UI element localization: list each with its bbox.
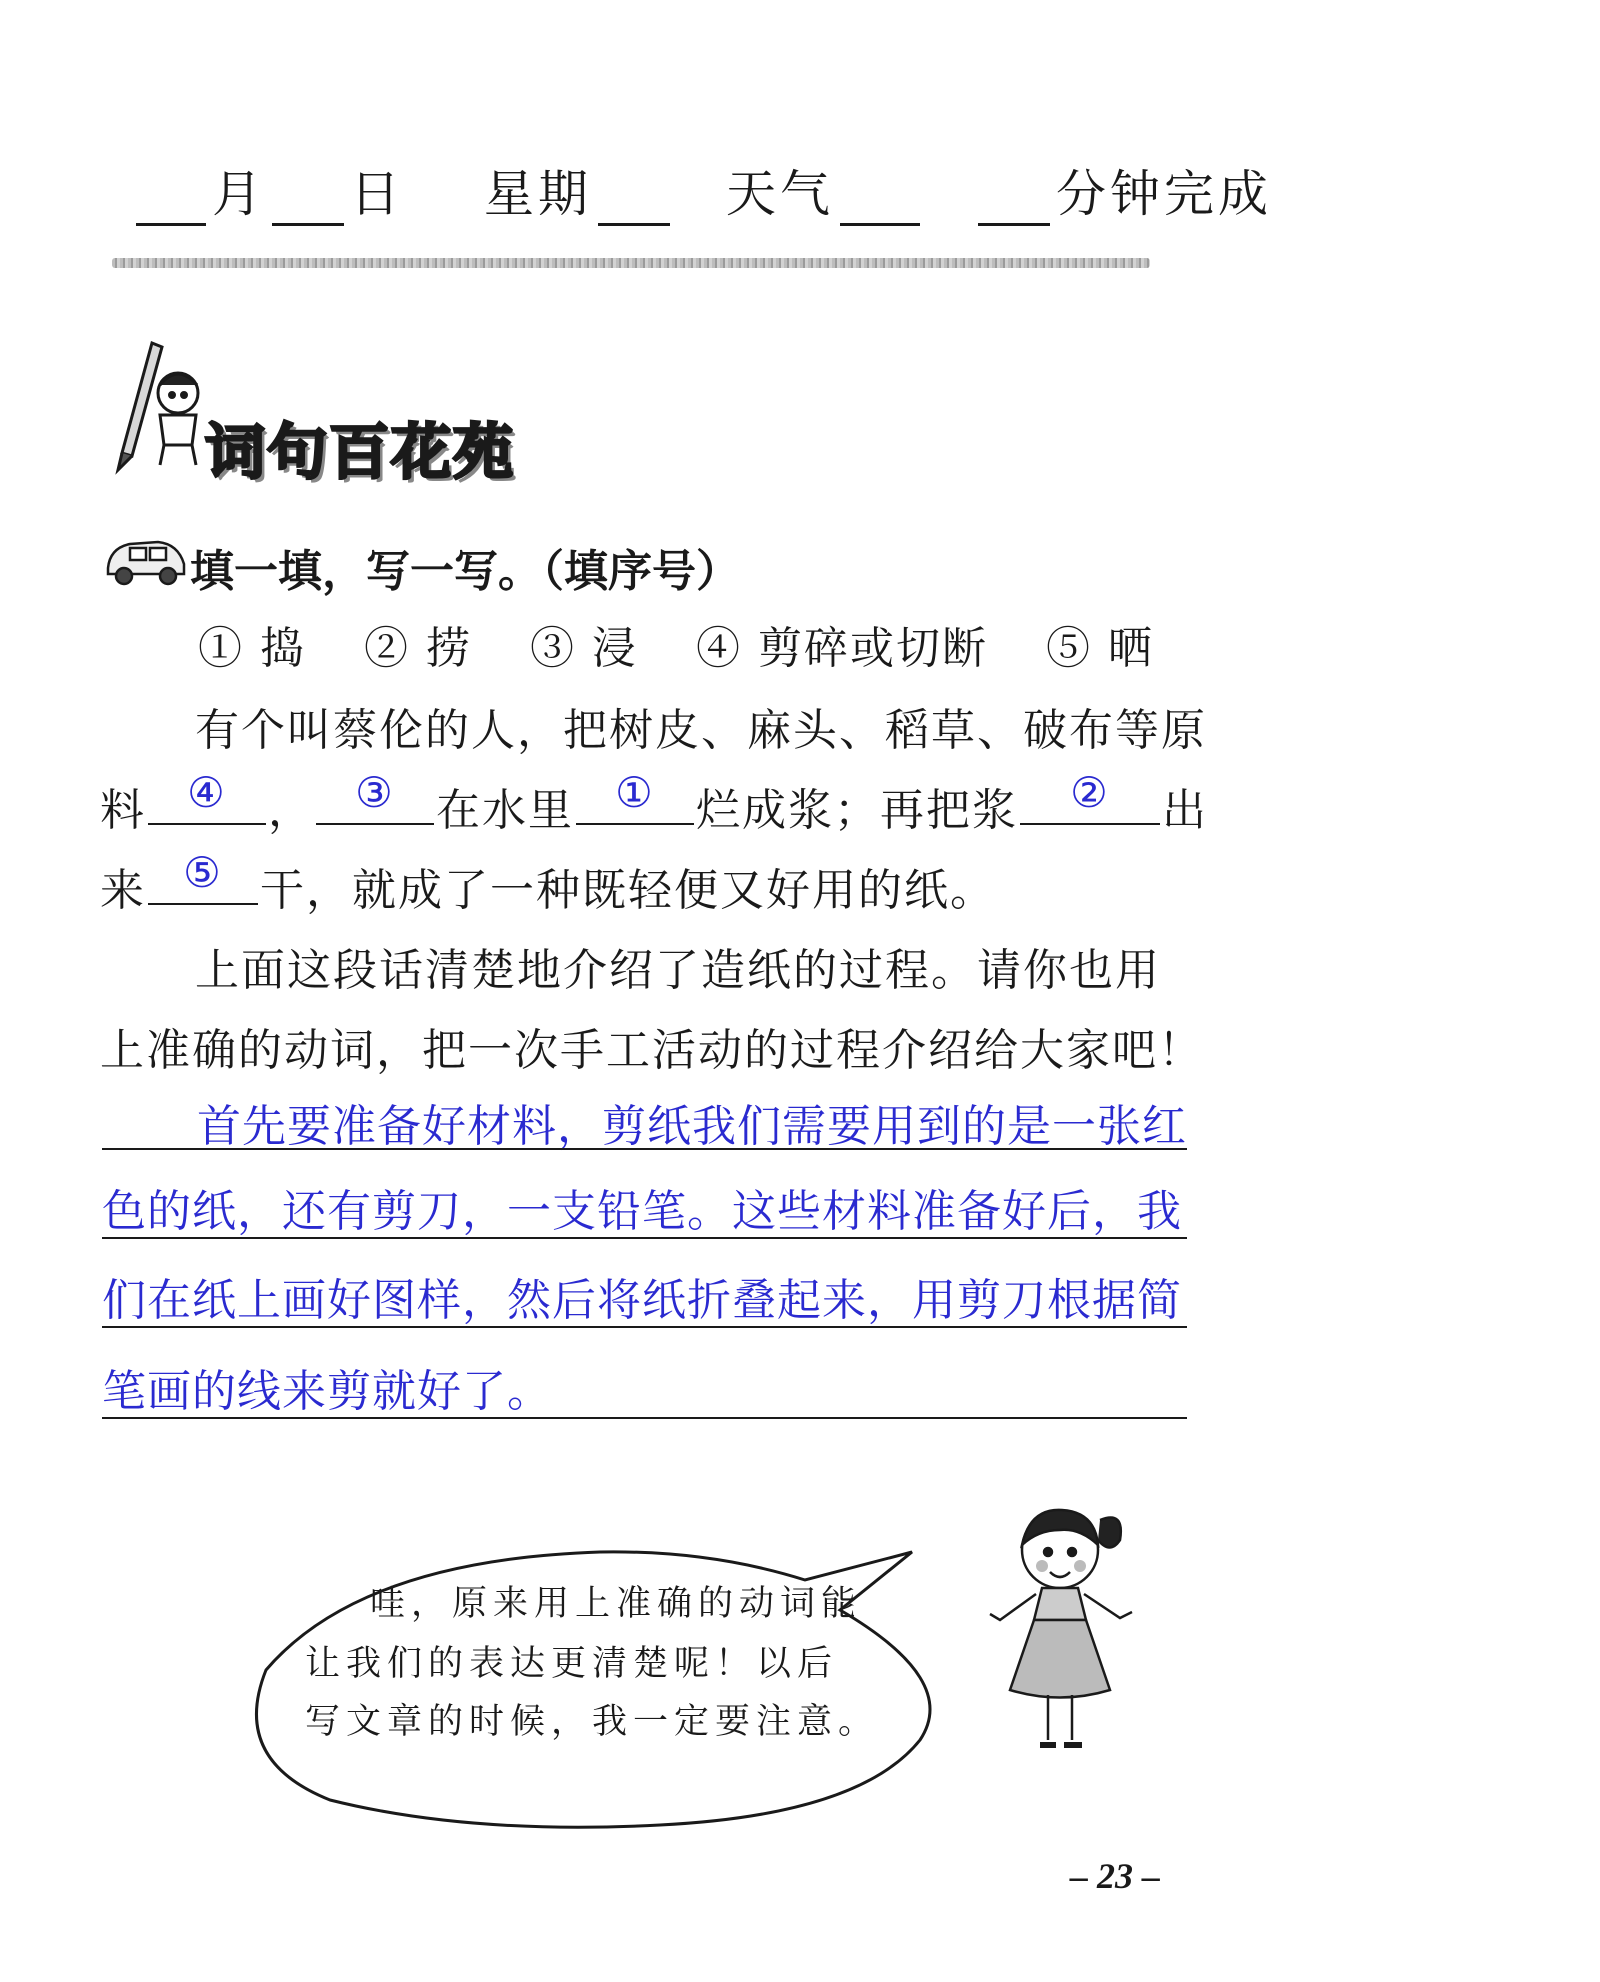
day-blank[interactable] <box>272 175 344 226</box>
page-number: – 23 – <box>1070 1856 1160 1896</box>
month-label: 月 <box>212 165 266 223</box>
weather-blank[interactable] <box>840 175 920 226</box>
option-4: ④ 剪碎或切断 <box>696 623 988 674</box>
passage-text: 来 <box>100 865 146 916</box>
answer-blank[interactable] <box>576 768 694 825</box>
weather-label: 天气 <box>726 165 834 223</box>
day-label: 日 <box>350 165 404 223</box>
handwritten-answer: ④ <box>187 768 227 817</box>
answer-text: 色的纸，还有剪刀，一支铅笔。这些材料准备好后，我 <box>102 1186 1182 1237</box>
writing-line <box>102 1417 1187 1419</box>
answer-blank[interactable] <box>148 768 266 825</box>
option-3: ③ 浸 <box>530 623 638 674</box>
month-blank[interactable] <box>136 175 206 226</box>
speech-line-3: 写文章的时候，我一定要注意。 <box>305 1702 880 1742</box>
options-row <box>198 612 1196 676</box>
passage-line-2 <box>100 768 1208 838</box>
answer-text: 们在纸上画好图样，然后将纸折叠起来，用剪刀根据简 <box>102 1275 1182 1326</box>
section-title: 词句百花苑 <box>205 418 515 488</box>
speech-line-1: 哇，原来用上准确的动词能 <box>370 1584 863 1624</box>
weekday-blank[interactable] <box>598 175 670 226</box>
option-2: ② 捞 <box>364 623 472 674</box>
passage-text: 烂成浆；再把浆 <box>696 785 1018 836</box>
passage-line-1: 有个叫蔡伦的人，把树皮、麻头、稻草、破布等原 <box>195 705 1207 756</box>
writing-line <box>102 1148 1187 1150</box>
handwritten-answer: ③ <box>355 768 395 817</box>
instruction-line-1: 上面这段话清楚地介绍了造纸的过程。请你也用 <box>195 945 1161 996</box>
handwritten-answer: ⑤ <box>183 848 223 897</box>
weekday-label: 星期 <box>484 165 592 223</box>
task-title: 填一填，写一写。（填序号） <box>190 546 740 597</box>
header-divider <box>112 258 1150 268</box>
answer-blank[interactable] <box>148 848 258 905</box>
writing-line <box>102 1237 1187 1239</box>
girl-illustration <box>950 1490 1170 1790</box>
answer-text: 首先要准备好材料，剪纸我们需要用到的是一张红 <box>197 1101 1187 1152</box>
answer-blank[interactable] <box>1020 768 1160 825</box>
minutes-label: 分钟完成 <box>1056 165 1272 223</box>
minutes-blank[interactable] <box>978 175 1050 226</box>
passage-text: 在水里 <box>436 785 574 836</box>
passage-text: 干，就成了一种既轻便又好用的纸。 <box>260 865 996 916</box>
passage-text: 出 <box>1162 785 1208 836</box>
date-weather-header <box>130 146 1272 226</box>
speech-line-2: 让我们的表达更清楚呢！以后 <box>305 1644 839 1684</box>
option-1: ① 捣 <box>198 623 306 674</box>
writing-line <box>102 1326 1187 1328</box>
answer-text: 笔画的线来剪就好了。 <box>102 1366 552 1417</box>
passage-text: ， <box>268 785 314 836</box>
passage-text: 料 <box>100 785 146 836</box>
handwritten-answer: ① <box>615 768 655 817</box>
car-icon <box>100 530 190 590</box>
option-5: ⑤ 晒 <box>1046 623 1154 674</box>
instruction-line-2: 上准确的动词，把一次手工活动的过程介绍给大家吧！ <box>100 1025 1204 1076</box>
handwritten-answer: ② <box>1070 768 1110 817</box>
answer-blank[interactable] <box>316 768 434 825</box>
pencil-kid-icon <box>100 335 210 475</box>
passage-line-3 <box>100 848 996 918</box>
